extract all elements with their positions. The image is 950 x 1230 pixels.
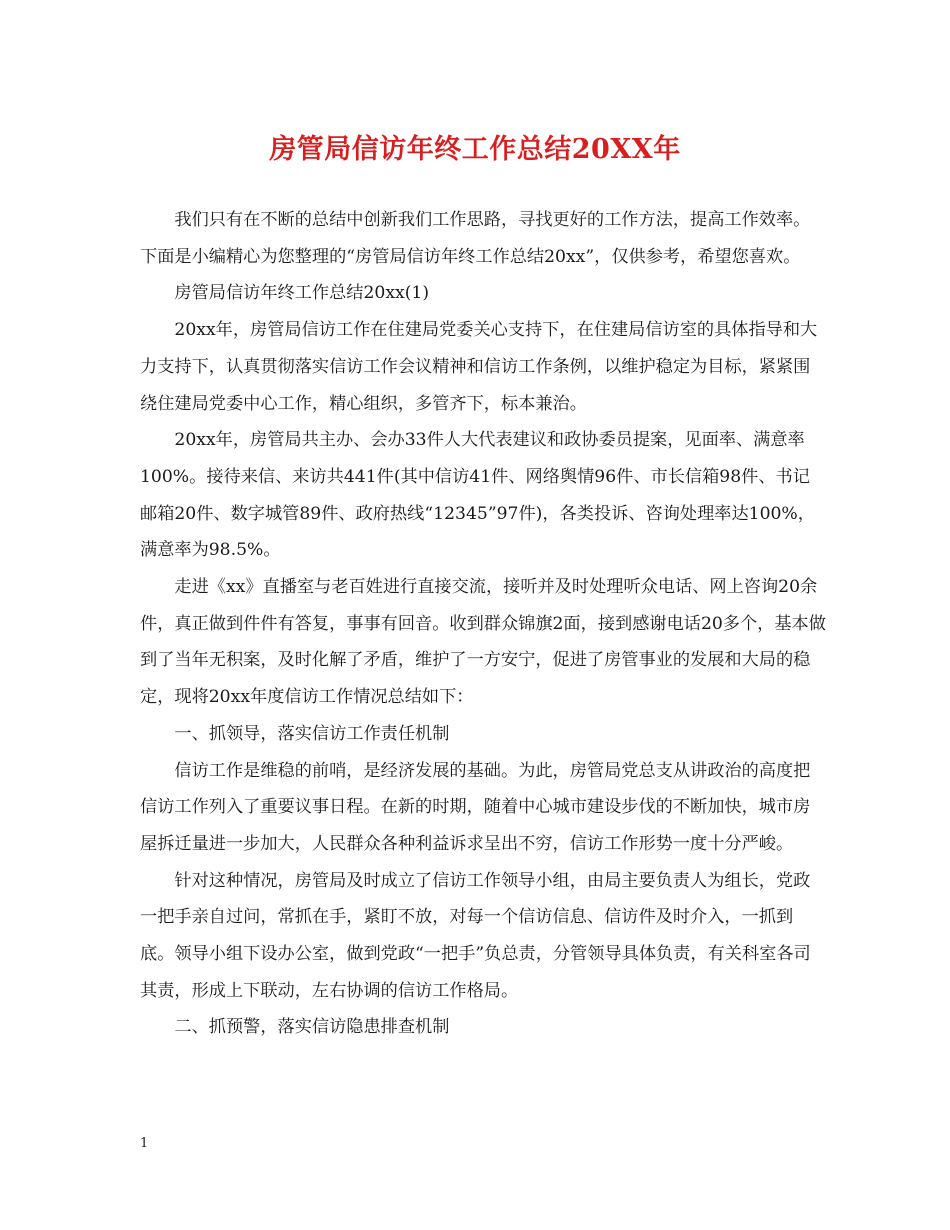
body-paragraph: 走进《xx》直播室与老百姓进行直接交流，接听并及时处理听众电话、网上咨询20余件，真正做到件件有答复，事事有回音。收到群众锦旗2面，接到感谢电话20多个，基本做到了当年无积案，及时化解了矛盾，维护了一方安宁，促进了房管事业的发展和大局的稳定，现将20xx年度信访工作情况总结如下： [140, 577, 826, 708]
section-heading: 房管局信访年终工作总结20xx(1) [174, 283, 430, 304]
body-paragraph: 20xx年，房管局共主办、会办33件人大代表建议和政协委员提案，见面率、满意率100%。接待来信、来访共441件(其中信访41件、网络舆情96件、市长信箱98件、书记邮箱20件、数字城管89件、政府热线“12345”97件)，各类投诉、咨询处理率达100%，满意率为98.5%。 [140, 430, 815, 561]
document-body [140, 202, 826, 1046]
body-paragraph: 针对这种情况，房管局及时成立了信访工作领导小组，由局主要负责人为组长，党政一把手亲自过问，常抓在手，紧盯不放，对每一个信访信息、信访件及时介入，一抓到底。领导小组下设办公室，做到党政“一把手”负总责，分管领导具体负责，有关科室各司其责，形成上下联动，左右协调的信访工作格局。 [140, 870, 811, 1001]
subsection-heading: 一、抓领导，落实信访工作责任机制 [174, 723, 450, 744]
page-number: 1 [140, 1136, 149, 1151]
body-paragraph: 20xx年，房管局信访工作在住建局党委关心支持下，在住建局信访室的具体指导和大力支持下，认真贯彻落实信访工作会议精神和信访工作条例，以维护稳定为目标，紧紧围绕住建局党委中心工作，精心组织，多管齐下，标本兼治。 [140, 320, 818, 414]
subsection-heading: 二、抓预警，落实信访隐患排查机制 [174, 1017, 450, 1038]
body-paragraph: 信访工作是维稳的前哨，是经济发展的基础。为此，房管局党总支从讲政治的高度把信访工作列入了重要议事日程。在新的时期，随着中心城市建设步伐的不断加快，城市房屋拆迁量进一步加大，人民群众各种利益诉求呈出不穷，信访工作形势一度十分严峻。 [140, 760, 811, 854]
intro-paragraph: 我们只有在不断的总结中创新我们工作思路，寻找更好的工作方法，提高工作效率。下面是小编精心为您整理的“房管局信访年终工作总结20xx”，仅供参考，希望您喜欢。 [140, 210, 811, 267]
document-title: 房管局信访年终工作总结20XX年 [269, 134, 681, 165]
